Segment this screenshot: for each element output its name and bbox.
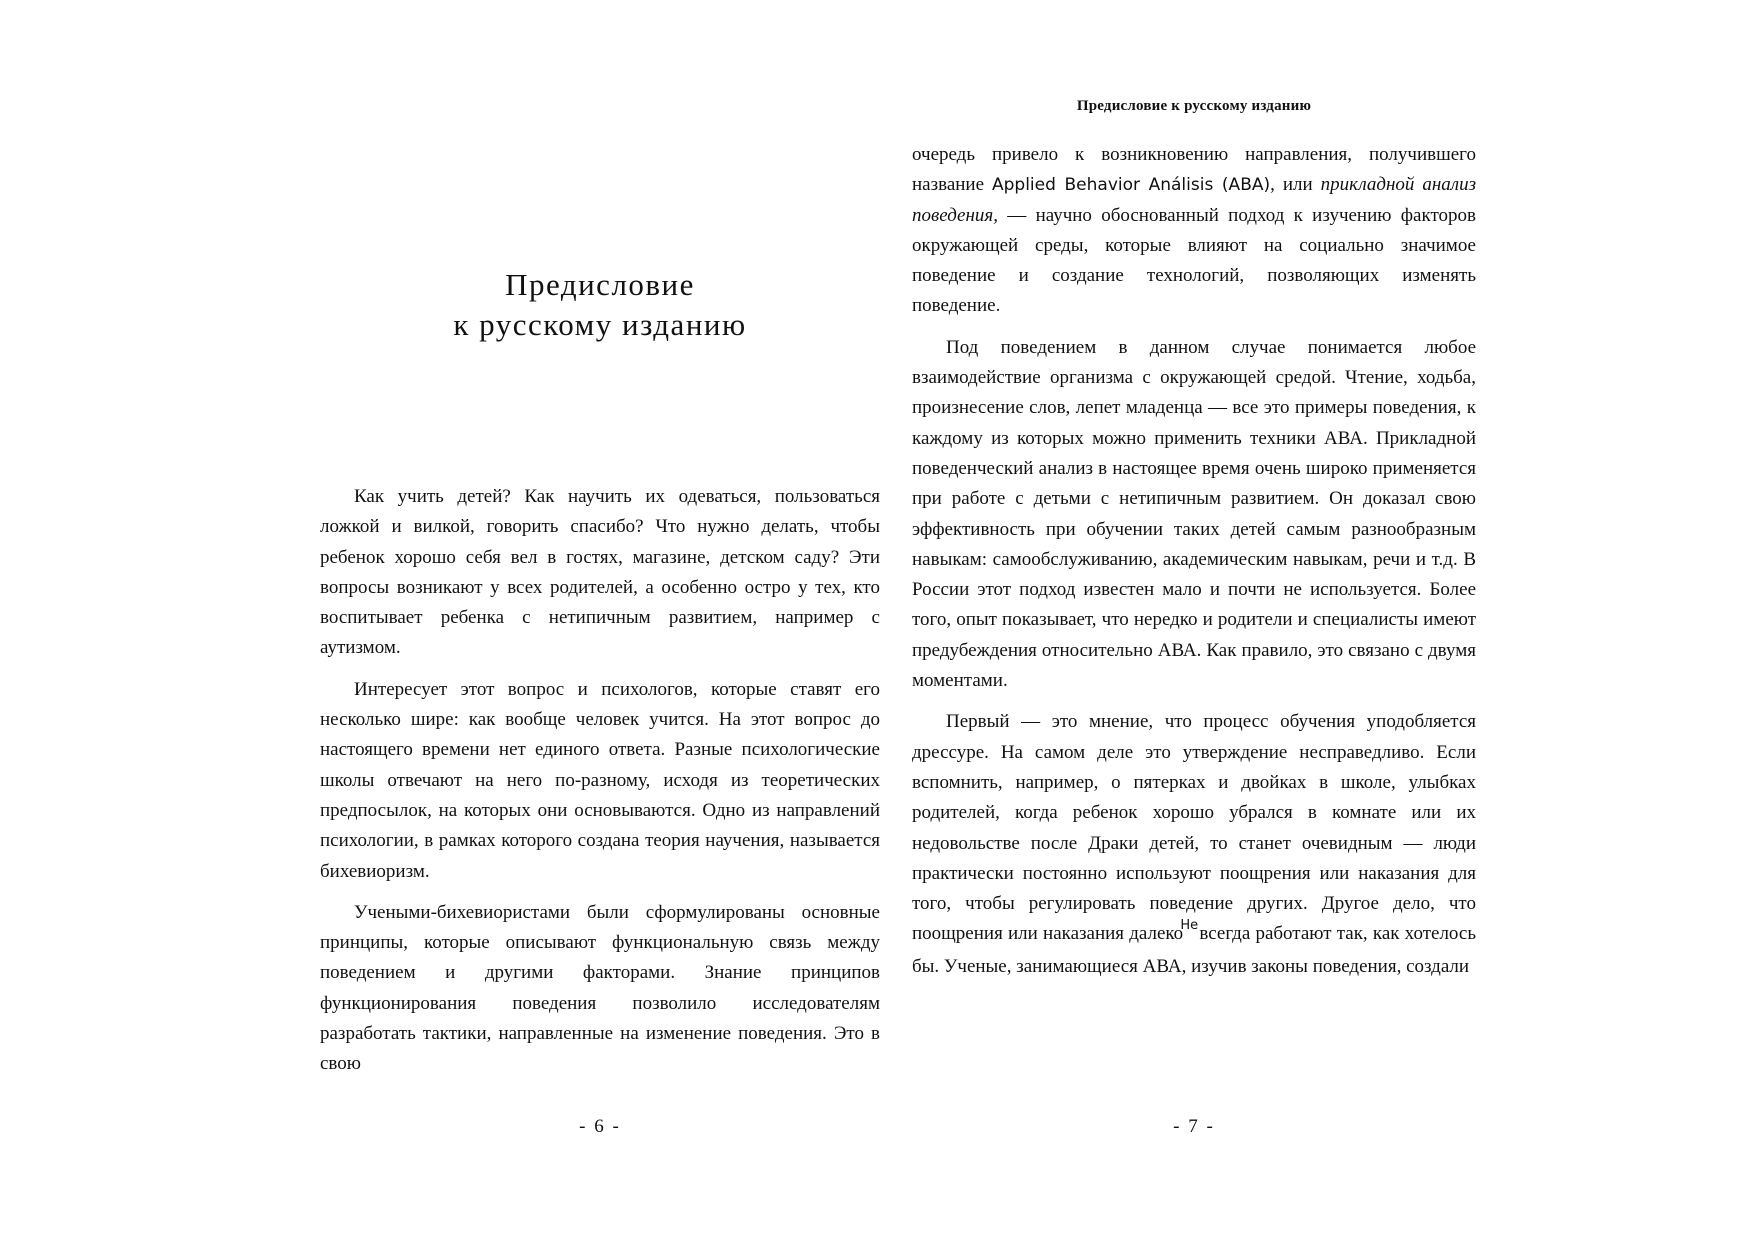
left-page <box>320 0 880 1241</box>
right-page <box>912 0 1476 1241</box>
misplaced-word: Не <box>1180 918 1199 934</box>
paragraph <box>912 707 1476 982</box>
chapter-title-line-1: Предисловие <box>505 267 695 302</box>
paragraph-continued <box>912 140 1476 322</box>
paragraph: Интересует этот вопрос и психологов, которые ставят его несколько шире: как вообще человек учится. На этот вопрос до настоящего времени нет единого ответа. Разные психологические школы отвечают на него по-разному, исходя из теоретических предпосылок, на которых они основываются. Одно из направлений психологии, в рамках которого создана теория научения, называется бихевиоризм. <box>320 678 880 882</box>
paragraph: Учеными-бихевиористами были сформулированы основные принципы, которые описывают функциональную связь между поведением и другими факторами. Знание принципов функционирования поведения позволило исследователям разработать тактики, направленные на изменение поведения. Это в свою <box>320 901 880 1075</box>
right-body-text <box>912 140 1476 982</box>
text-run: всегда работают так, как хотелось бы. Ученые, занимающиеся АВА, изучив законы поведения, создали <box>912 923 1476 977</box>
text-run: — научно обоснованный подход к изучению факторов окружающей среды, которые влияют на социально значимое поведение и создание технологий, позволяющих изменять поведение. <box>912 204 1476 317</box>
italic-term: прикладной анализ поведения, <box>912 174 1477 226</box>
page-number-left: - 6 - <box>579 1116 621 1137</box>
paragraph: Как учить детей? Как научить их одеваться, пользоваться ложкой и вилкой, говорить спасибо? Что нужно делать, чтобы ребенок хорошо себя вел в гостях, магазине, детском саду? Эти вопросы возникают у всех родителей, а особенно остро у тех, кто воспитывает ребенка с нетипичным развитием, например с аутизмом. <box>320 486 880 659</box>
chapter-title-line-2: к русскому изданию <box>453 307 747 342</box>
left-body-text <box>320 482 880 1080</box>
running-head: Предисловие к русскому изданию <box>1076 98 1312 114</box>
text-run: очередь привело к возникновению направления, получившего название <box>912 144 1476 196</box>
chapter-title <box>320 265 880 345</box>
text-run: Первый — это мнение, что процесс обучения уподобляется дрессуре. На самом деле это утверждение несправедливо. Если вспомнить, например, о пятерках и двойках в школе, улыбках родителей, когда ребенок хорошо убрался в комнате или их недовольстве после Драки детей, то станет очевидным — люди практически постоянно используют поощрения или наказания для того, чтобы регулировать поведение других. Другое дело, что поощрения или наказания далеко <box>912 711 1476 945</box>
page-number-right: - 7 - <box>1173 1116 1215 1137</box>
paragraph: Под поведением в данном случае понимается любое взаимодействие организма с окружающей средой. Чтение, ходьба, произнесение слов, лепет младенца — все это примеры поведения, к каждому из которых можно применить техники АВА. Прикладной поведенческий анализ в настоящее время очень широко применяется при работе с детьми с нетипичным развитием. Он доказал свою эффективность при обучении таких детей самым разнообразным навыкам: самообслуживанию, академическим навыкам, речи и т.д. В России этот подход известен мало и почти не используется. Более того, опыт показывает, что нередко и родители и специалисты имеют предубеждения относительно АВА. Как правило, это связано с двумя моментами. <box>912 336 1476 692</box>
text-run: , или <box>1270 174 1321 196</box>
latin-term: Applied Behavior Análisis (ABA) <box>992 175 1271 196</box>
